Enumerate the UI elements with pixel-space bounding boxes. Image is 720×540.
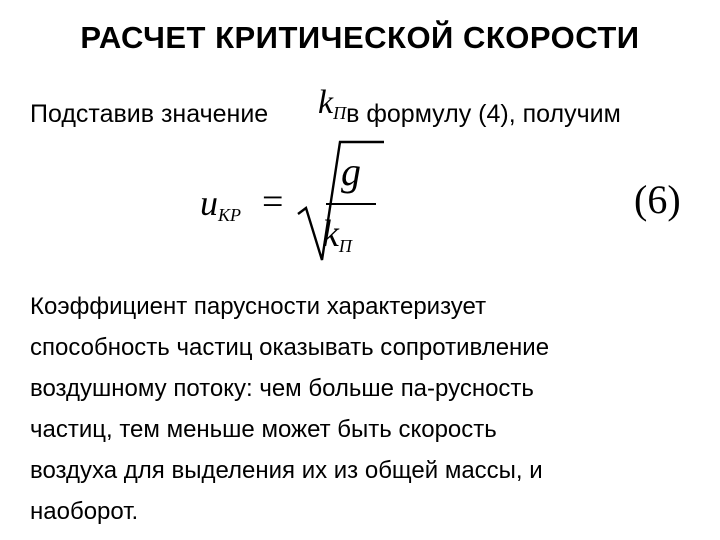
equation-number: (6) (634, 177, 681, 222)
paragraph-line: частиц, тем меньше может быть скорость (30, 416, 497, 443)
inline-symbol-base: k (318, 84, 334, 121)
formula-denominator-subscript: П (338, 236, 352, 256)
body-paragraph (30, 286, 700, 532)
intro-text-before: Подставив значение (30, 100, 269, 128)
inline-symbol-k-p (318, 84, 346, 122)
formula-numerator: g (341, 149, 361, 194)
formula-denominator-base: k (322, 213, 339, 255)
paragraph-line: наоборот. (30, 498, 139, 525)
inline-symbol-subscript: П (333, 103, 347, 123)
formula-denominator (322, 212, 352, 256)
paragraph-line: воздуха для выделения их из общей массы, и (30, 457, 543, 484)
slide-title: РАСЧЕТ КРИТИЧЕСКОЙ СКОРОСТИ (80, 20, 640, 55)
paragraph-line: воздушному потоку: чем больше па-русность (30, 375, 534, 402)
formula-lhs (200, 182, 241, 224)
equals-sign: = (262, 181, 284, 223)
formula-lhs-base: u (200, 183, 218, 223)
paragraph-line: способность частиц оказывать сопротивление (30, 334, 550, 361)
intro-text-after: в формулу (4), получим (346, 100, 621, 128)
formula-lhs-subscript: КР (218, 205, 241, 225)
paragraph-line: Коэффициент парусности характеризует (30, 293, 487, 320)
